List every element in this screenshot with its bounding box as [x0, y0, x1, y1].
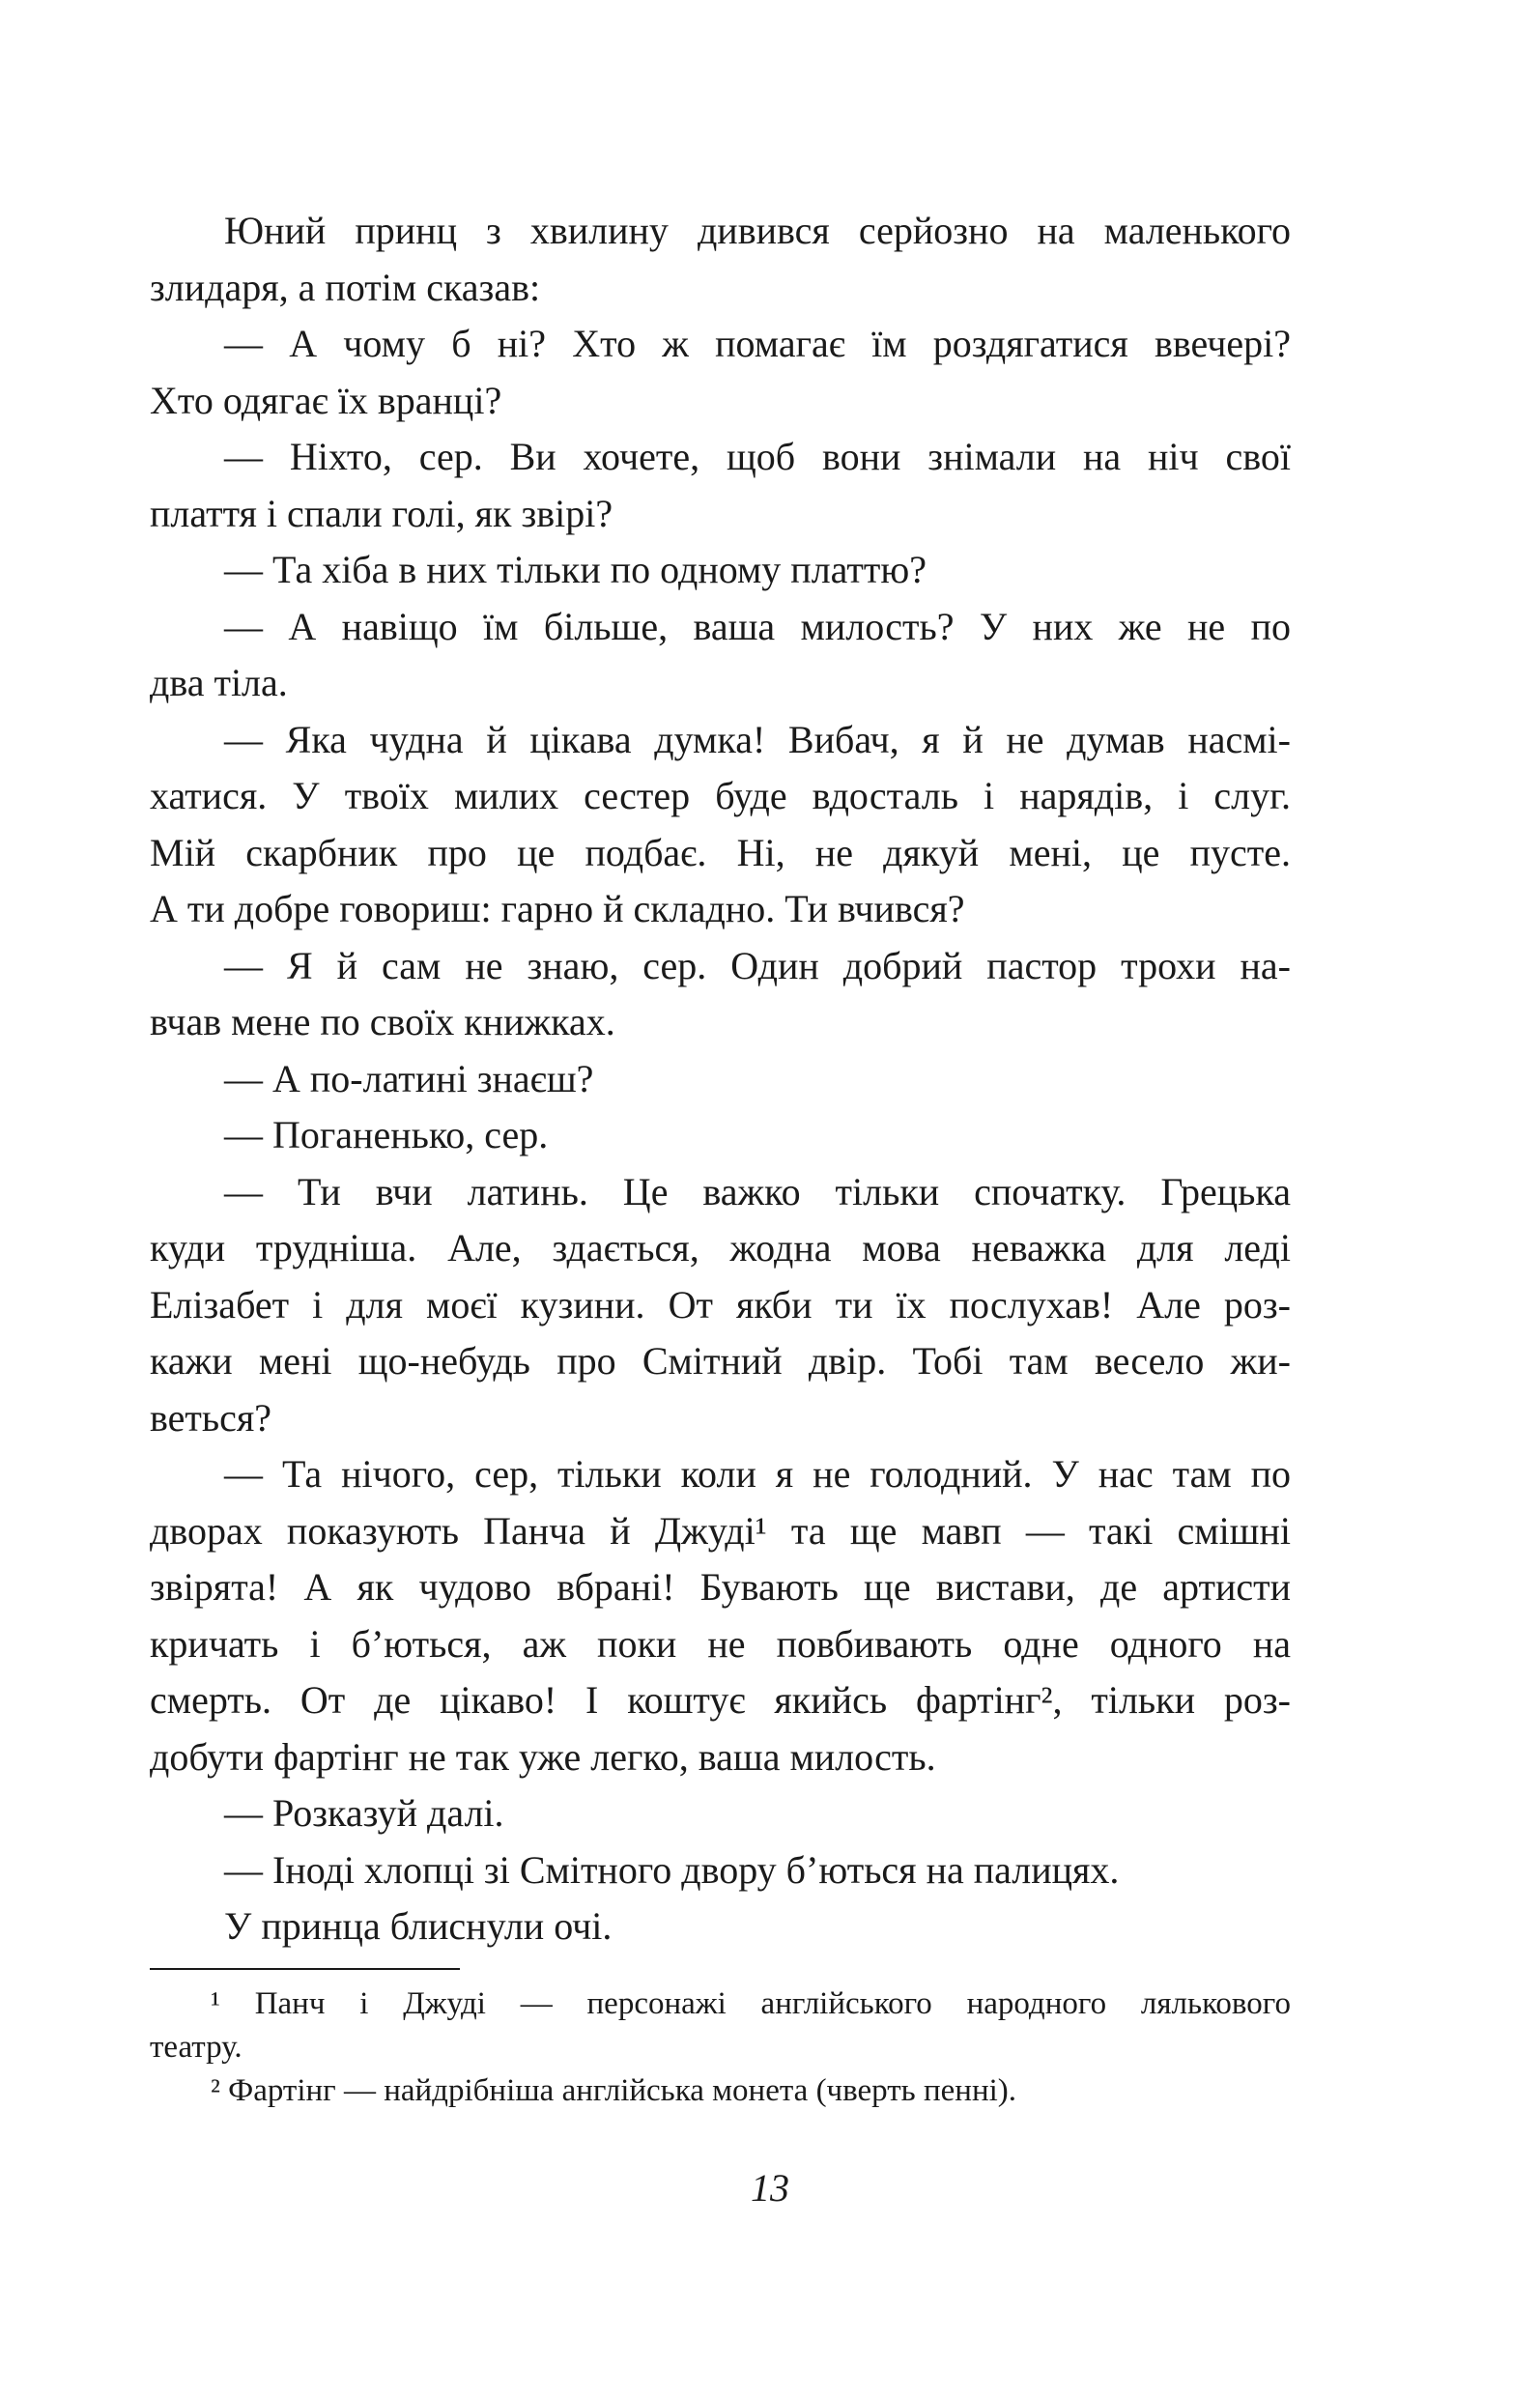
text-line: ² Фартінг — найдрібніша англійська монета (чверть пенні).: [211, 2073, 1017, 2108]
text-line: хатися. У твоїх милих сестер буде вдосталь і нарядів, і слуг.: [150, 774, 1291, 817]
text-line: два тіла.: [150, 661, 288, 704]
page-number: 13: [751, 2166, 789, 2210]
paragraph: [150, 1842, 1291, 1899]
paragraph: [150, 1898, 1291, 1955]
text-line: — Розказуй далі.: [224, 1791, 504, 1835]
text-line: А ти добре говориш: гарно й складно. Ти вчився?: [150, 887, 965, 930]
text-line: Хто одягає їх вранці?: [150, 378, 502, 422]
text-line: — Ніхто, сер. Ви хочете, щоб вони знімали на ніч свої: [224, 435, 1291, 478]
footnote-separator: [150, 1968, 460, 1970]
paragraph: [150, 599, 1291, 712]
paragraph: [150, 938, 1291, 1051]
text-line: Мій скарбник про це подбає. Ні, не дякуй мені, це пусте.: [150, 830, 1291, 874]
paragraph: [150, 1446, 1291, 1785]
paragraph: [150, 1051, 1291, 1108]
text-line: — Ти вчи латинь. Це важко тільки спочатку. Грецька: [224, 1169, 1291, 1213]
paragraph: [150, 1164, 1291, 1447]
text-line: — Та нічого, сер, тільки коли я не голодний. У нас там по: [224, 1452, 1291, 1496]
paragraph: [150, 203, 1291, 316]
text-line: — Іноді хлопці зі Смітного двору б’ються на палицях.: [224, 1847, 1120, 1892]
text-line: театру.: [150, 2030, 242, 2065]
text-line: звірята! А як чудово вбрані! Бувають ще вистави, де артисти: [150, 1565, 1291, 1609]
text-line: злидаря, а потім сказав:: [150, 265, 541, 309]
paragraph: [150, 316, 1291, 429]
text-line: добути фартінг не так уже легко, ваша милость.: [150, 1734, 936, 1779]
text-line: кричать і б’ються, аж поки не повбивають одне одного на: [150, 1621, 1291, 1666]
text-line: вчав мене по своїх книжках.: [150, 1000, 615, 1043]
footnotes: [150, 1982, 1291, 2113]
body-text: [150, 203, 1291, 1955]
paragraph: [150, 542, 1291, 599]
footnote: [150, 1982, 1291, 2069]
text-line: смерть. От де цікаво! І коштує якийсь фартінг², тільки роз-: [150, 1678, 1291, 1722]
paragraph: [150, 429, 1291, 542]
text-line: ¹ Панч і Джуді — персонажі англійського народного лялькового: [211, 1986, 1291, 2021]
text-line: кажи мені що-небудь про Смітний двір. Тобі там весело жи-: [150, 1339, 1291, 1383]
text-line: — А навіщо їм більше, ваша милость? У них же не по: [224, 604, 1291, 648]
paragraph: [150, 1107, 1291, 1164]
text-line: — Поганенько, сер.: [224, 1113, 549, 1156]
text-line: — Та хіба в них тільки по одному платтю?: [224, 548, 927, 591]
text-line: куди трудніша. Але, здається, жодна мова неважка для леді: [150, 1226, 1291, 1269]
text-line: У принца блиснули очі.: [224, 1904, 613, 1948]
text-line: дворах показують Панча й Джуді¹ та ще мавп — такі смішні: [150, 1508, 1291, 1553]
paragraph: [150, 712, 1291, 938]
text-line: Елізабет і для моєї кузини. От якби ти їх послухав! Але роз-: [150, 1282, 1291, 1326]
text-line: — Я й сам не знаю, сер. Один добрий пастор трохи на-: [224, 943, 1291, 987]
text-line: плаття і спали голі, як звірі?: [150, 491, 613, 535]
footnote: [150, 2069, 1291, 2113]
paragraph: [150, 1785, 1291, 1842]
text-line: веться?: [150, 1395, 272, 1440]
text-line: — А чому б ні? Хто ж помагає їм роздягатися ввечері?: [224, 322, 1291, 365]
text-line: — А по-латині знаєш?: [224, 1056, 594, 1100]
text-line: Юний принц з хвилину дивився серйозно на маленького: [224, 209, 1291, 252]
text-line: — Яка чудна й цікава думка! Вибач, я й не думав насмі-: [224, 717, 1291, 761]
